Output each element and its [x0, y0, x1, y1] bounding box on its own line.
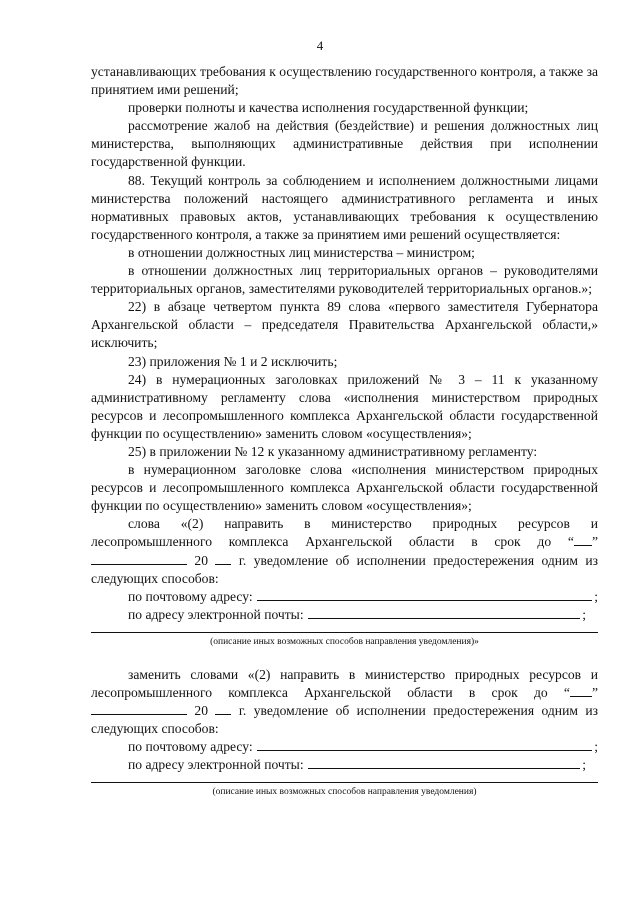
postal-address-line-1 — [91, 588, 598, 606]
paragraph-7: 22) в абзаце четвертом пункта 89 слова «первого заместителя Губернатора Архангельской области – председателя Правительства Архангельской области,» исключить; — [91, 299, 598, 351]
paragraph-11: в нумерационном заголовке слова «исполнения министерством природных ресурсов и лесопромышленного комплекса Архангельской области государственной функции по осуществлению» заменить словом «осуществления»; — [91, 462, 598, 514]
paragraph-13-text-a: заменить словами «(2) направить в министерство природных ресурсов и лесопромышленного комплекса Архангельской области в срок до “ — [91, 666, 598, 700]
postal-address-label-2: по почтовому адресу: — [128, 739, 253, 755]
paragraph-10: 25) в приложении № 12 к указанному административному регламенту: — [128, 443, 538, 459]
paragraph-9: 24) в нумерационных заголовках приложений № 3 – 11 к указанному административному регламенту слова «исполнения министерством природных ресурсов и лесопромышленного комплекса Архангельской области государственной функции по осуществлению» заменить словом «осуществления»; — [91, 371, 598, 441]
postal-address-line-2 — [91, 738, 598, 756]
email-address-line-1 — [91, 606, 598, 624]
paragraph-5: в отношении должностных лиц министерства – министром; — [128, 244, 475, 260]
paragraph-1: устанавливающих требования к осуществлению государственного контроля, а также за принятием ими решений; — [91, 64, 598, 98]
postal-address-blank-2 — [257, 738, 593, 751]
postal-address-blank-1 — [257, 588, 593, 601]
semicolon: ; — [582, 606, 586, 622]
paragraph-8: 23) приложения № 1 и 2 исключить; — [128, 353, 338, 369]
paragraph-13-text-d: г. уведомление об исполнении предостережения одним из следующих способов: — [91, 703, 599, 737]
email-address-label-1: по адресу электронной почты: — [128, 606, 304, 622]
month-blank-1 — [91, 552, 187, 565]
paragraph-3: рассмотрение жалоб на действия (бездействие) и решения должностных лиц министерства, выполняющих административные действия при исполнении государственной функции. — [91, 118, 598, 170]
caption-1: (описание иных возможных способов направления уведомления)» — [210, 636, 479, 647]
paragraph-12-text-d: г. уведомление об исполнении предостережения одним из следующих способов: — [91, 552, 599, 586]
semicolon: ; — [594, 588, 598, 604]
caption-2: (описание иных возможных способов направления уведомления) — [212, 787, 477, 798]
other-methods-line-1 — [91, 632, 598, 633]
semicolon: ; — [582, 757, 586, 773]
paragraph-12-text-a: слова «(2) направить в министерство природных ресурсов и лесопромышленного комплекса Архангельской области в срок до “ — [91, 516, 598, 550]
email-address-blank-1 — [308, 606, 581, 619]
month-blank-2 — [91, 702, 187, 715]
paragraph-12 — [91, 515, 598, 587]
paragraph-13-quote: ” — [591, 685, 598, 700]
year-blank-2 — [215, 702, 231, 715]
spacer — [91, 648, 598, 666]
day-blank-1 — [574, 533, 592, 546]
paragraph-13 — [91, 666, 598, 738]
page-number: 4 — [316, 38, 324, 53]
year-blank-1 — [215, 552, 231, 565]
year-prefix-2: 20 — [194, 703, 209, 719]
other-methods-line-2 — [91, 782, 598, 783]
day-blank-2 — [570, 684, 592, 697]
paragraph-2: проверки полноты и качества исполнения государственной функции; — [128, 100, 529, 116]
email-address-blank-2 — [308, 756, 581, 769]
year-prefix-1: 20 — [194, 552, 209, 568]
email-address-line-2 — [91, 756, 598, 774]
document-body — [91, 63, 598, 798]
postal-address-label-1: по почтовому адресу: — [128, 588, 253, 604]
paragraph-6: в отношении должностных лиц территориальных органов – руководителями территориальных органов, заместителями руководителей территориальных органов.»; — [91, 263, 598, 297]
paragraph-12-quote: ” — [591, 534, 598, 550]
email-address-label-2: по адресу электронной почты: — [128, 757, 304, 773]
paragraph-4: 88. Текущий контроль за соблюдением и исполнением должностными лицами министерства положений настоящего административного регламента и иных нормативных правовых актов, устанавливающих требования к осуществлению государственного контроля, а также за принятием ими решений осуществляется: — [91, 172, 598, 242]
semicolon: ; — [594, 739, 598, 755]
